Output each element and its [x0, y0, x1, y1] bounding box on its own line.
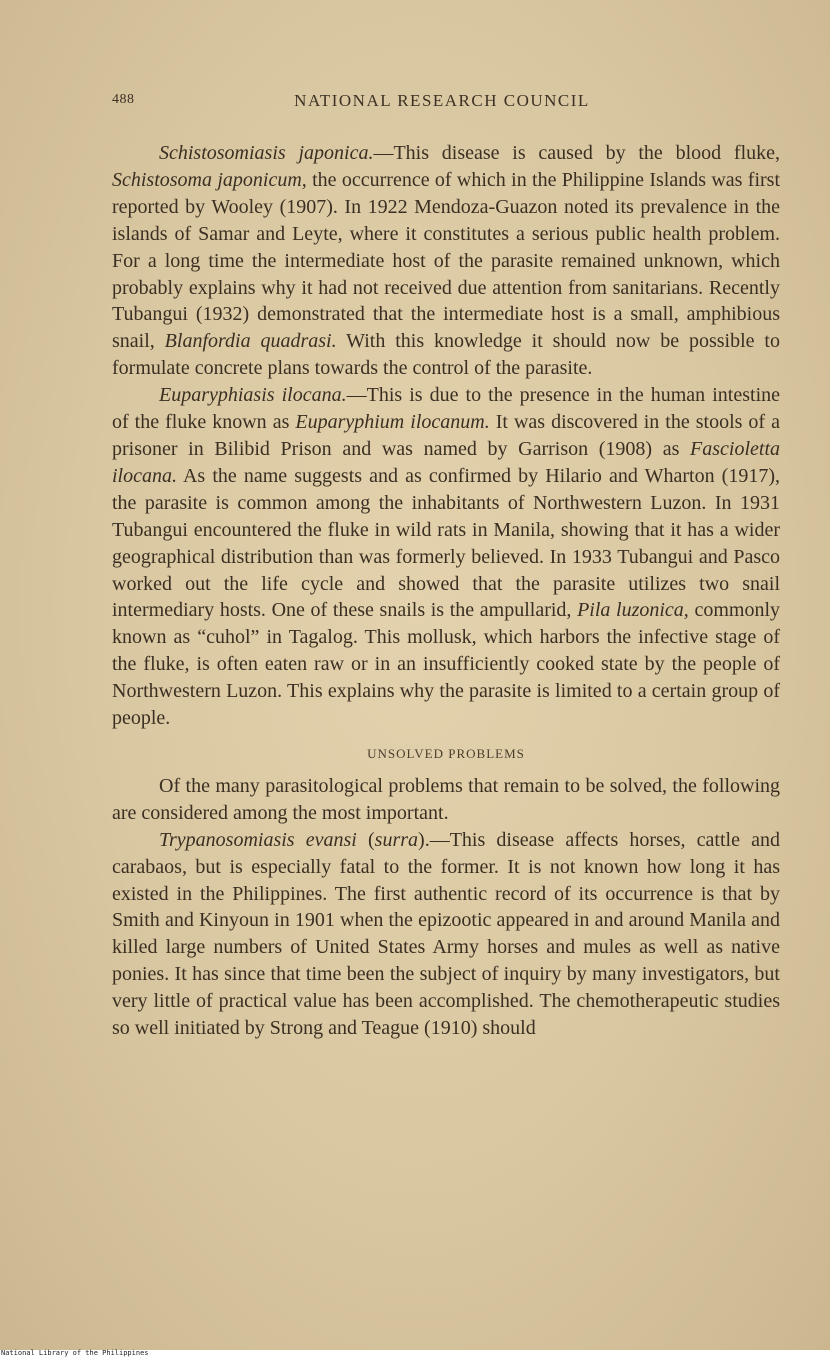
species-name: surra — [374, 828, 419, 851]
paragraph-title: Schistosomiasis japonica. — [159, 142, 374, 164]
species-name: Schistosoma japonicum, — [112, 168, 307, 191]
paragraph-text: It was discovered in the stools of a prisoner in Bilibid Prison and was named by Garrison (1908) as — [112, 411, 780, 460]
paragraph-text: —This is due to the presence in the human intestine of the fluke known as — [112, 384, 781, 434]
paragraph-text: commonly known as “cuhol” in Tagalog. This mollusk, which harbors the infective stage of the fluke, is often eaten raw or in an insufficiently cooked state by the people of Northwestern Luzon. This explains why the parasite is limited to a certain group of people. — [112, 599, 780, 730]
species-name: Fascioletta ilocana. — [112, 437, 780, 487]
paragraph-euparyphiasis — [112, 382, 780, 732]
paragraph-text: As the name suggests and as confirmed by Hilario and Wharton (1917), the parasite is common among the inhabitants of Northwestern Luzon. In 1931 Tubangui encountered the fluke in wild rats in Manila, showing that it has a wider geographical distribution than was formerly believed. In 1933 Tubangui and Pasco worked out the life cycle and showed that the parasite utilizes two snail intermediary hosts. One of these snails is the ampullarid, — [112, 464, 780, 622]
paragraph-title: Euparyphiasis ilocana. — [159, 384, 347, 407]
page-header — [112, 92, 772, 116]
running-title: NATIONAL RESEARCH COUNCIL — [294, 91, 590, 110]
species-name: Pila luzonica, — [577, 599, 689, 622]
section-heading: UNSOLVED PROBLEMS — [367, 745, 525, 761]
species-name: Blanfordia quadrasi. — [164, 330, 337, 353]
body-text — [112, 140, 780, 1042]
paragraph-text: —This disease is caused by the blood fluke, — [373, 142, 781, 164]
paragraph-text: the occurrence of which in the Philippine Islands was first reported by Wooley (1907). In 1922 Mendoza-Guazon noted its prevalence in the islands of Samar and Leyte, where it constitutes a serious public health problem. For a long time the intermediate host of the parasite remained unknown, which probably explains why it had not received due attention from sanitarians. Recently Tubangui (1932) demonstrated that the intermediate host is a small, amphibious snail, — [112, 168, 781, 353]
page-number: 488 — [112, 92, 135, 107]
paragraph-text: ).—This disease affects horses, cattle and carabaos, but is especially fatal to the former. It is not known how long it has existed in the Philippines. The first authentic record of its occurrence is that by Smith and Kinyoun in 1901 when the epizootic appeared in and around Manila and killed large numbers of United States Army horses and mules as well as native ponies. It has since that time been the subject of inquiry by many investigators, but very little of practical value has been accomplished. The chemotherapeutic studies so well initiated by Strong and Teague (1910) should — [112, 828, 780, 1040]
paragraph-schistosomiasis — [112, 140, 780, 382]
paragraph-trypanosomiasis — [112, 827, 780, 1042]
paragraph-title: Trypanosomiasis evansi — [159, 828, 357, 851]
library-credit: National Library of the Philippines — [1, 1349, 149, 1357]
species-name: Euparyphium ilocanum. — [295, 411, 490, 434]
paragraph-intro: Of the many parasitological problems that remain to be solved, the following are considered among the most important. — [112, 774, 780, 824]
paragraph-text: With this knowledge it should now be possible to formulate concrete plans towards the control of the parasite. — [112, 330, 780, 380]
paragraph-text: ( — [356, 828, 375, 851]
